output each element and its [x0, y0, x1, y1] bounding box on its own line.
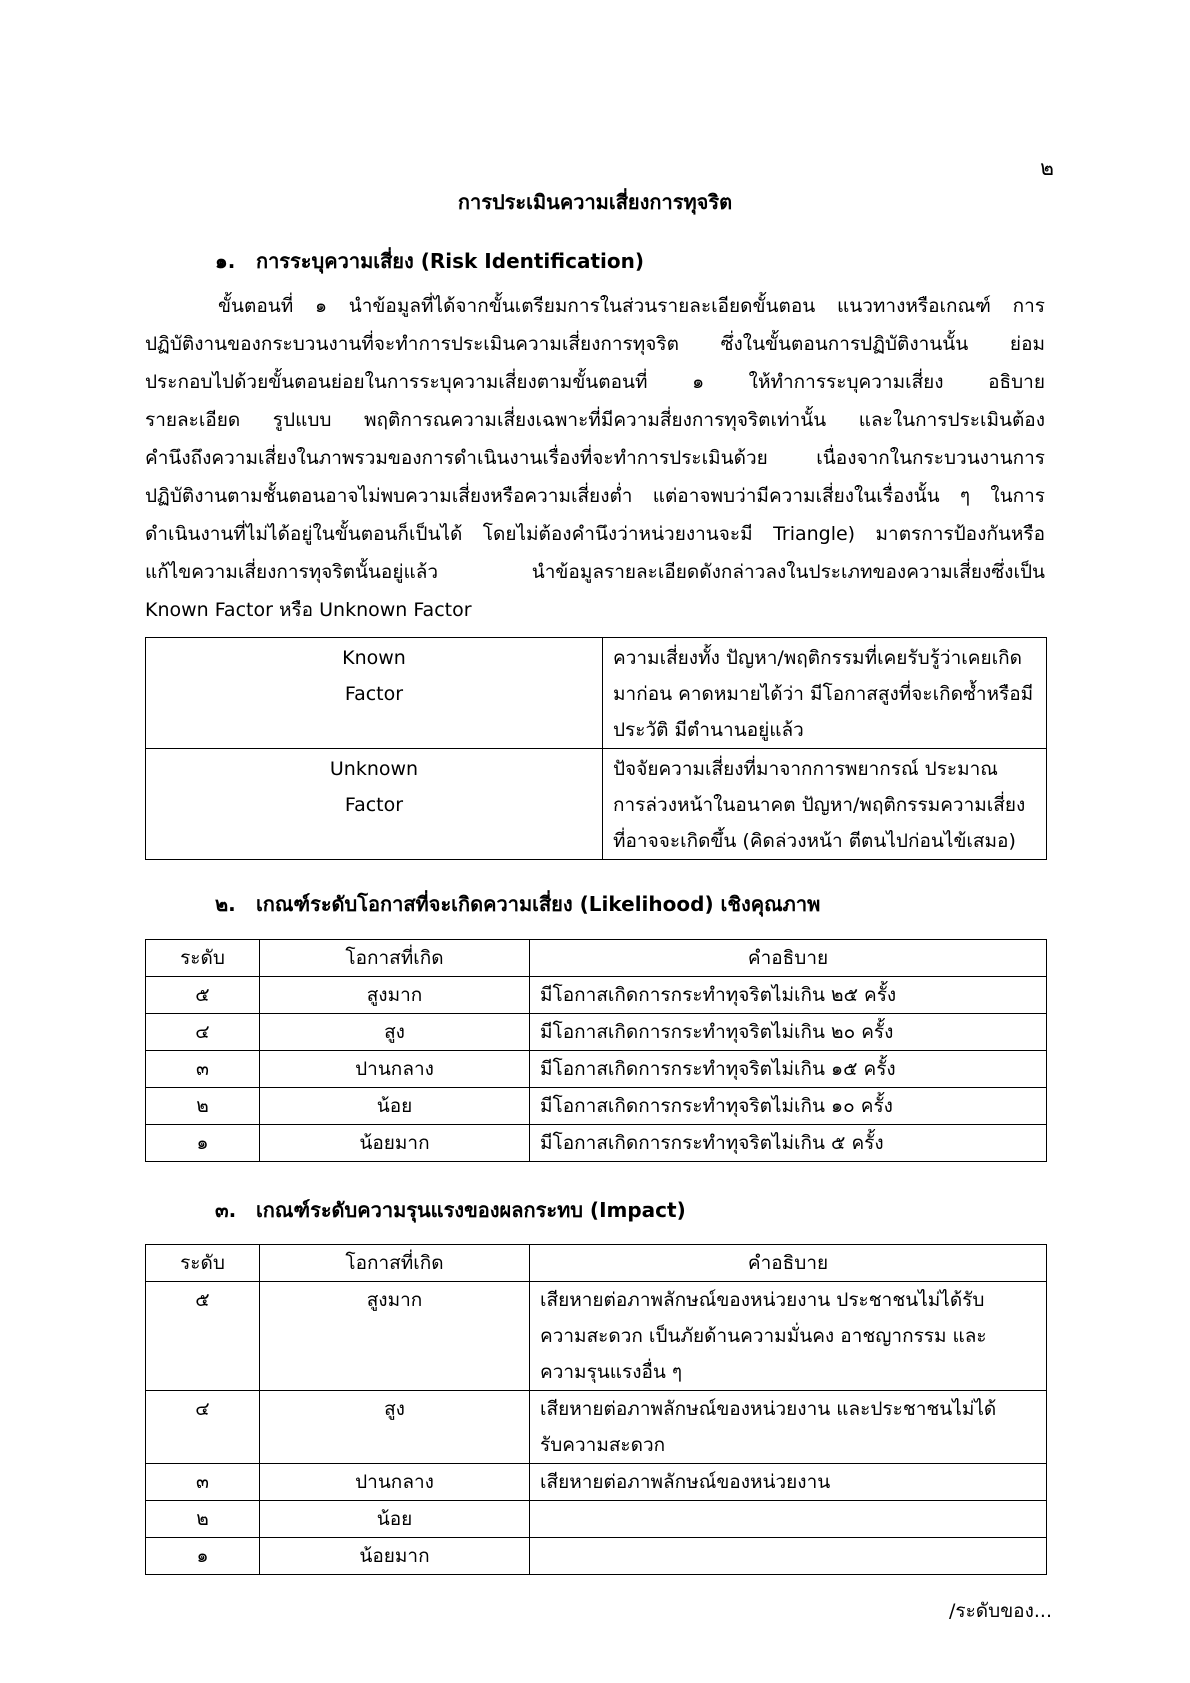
table-row: [146, 1282, 1047, 1391]
factor-desc-cell: [603, 749, 1047, 860]
level-cell: ๑: [146, 1538, 260, 1575]
description-line: เสียหายต่อภาพลักษณ์ของหน่วยงาน และประชาชนไม่ได้: [540, 1398, 997, 1420]
section-2-heading: [215, 888, 820, 920]
factor-desc-line: การล่วงหน้าในอนาคต ปัญหา/พฤติกรรมความเสี่ยง: [613, 794, 1026, 816]
level-cell: ๕: [146, 1282, 260, 1391]
table-row: [146, 749, 1047, 860]
paragraph-line: ขั้นตอนที่ ๑ นำข้อมูลที่ได้จากขั้นเตรียมการในส่วนรายละเอียดขั้นตอน แนวทางหรือเกณฑ์ การ: [218, 295, 1045, 317]
table-row: [146, 1088, 1047, 1125]
section-1-paragraph: [145, 287, 1045, 629]
factor-desc-line: ที่อาจจะเกิดขึ้น (คิดล่วงหน้า ตีตนไปก่อนไข้เสมอ): [613, 830, 1016, 852]
level-cell: ๓: [146, 1464, 260, 1501]
chance-cell: สูงมาก: [260, 1282, 530, 1391]
factor-desc-line: มาก่อน คาดหมายได้ว่า มีโอกาสสูงที่จะเกิดซ้ำหรือมี: [613, 683, 1034, 705]
description-cell: [530, 1501, 1047, 1538]
level-cell: ๒: [146, 1088, 260, 1125]
column-header-level: ระดับ: [146, 1245, 260, 1282]
chance-cell: น้อยมาก: [260, 1538, 530, 1575]
paragraph-line: คำนึงถึงความเสี่ยงในภาพรวมของการดำเนินงานเรื่องที่จะทำการประเมินด้วย เนื่องจากในกระบวนงานการ: [145, 447, 1045, 469]
factor-name-line: Unknown: [329, 758, 419, 780]
section-3-heading: [215, 1194, 686, 1226]
level-cell: ๓: [146, 1051, 260, 1088]
table-row: [146, 1391, 1047, 1464]
description-cell: [530, 1464, 1047, 1501]
factor-name-line: Factor: [344, 683, 404, 705]
level-cell: ๕: [146, 977, 260, 1014]
chance-cell: ปานกลาง: [260, 1464, 530, 1501]
factor-name-line: Factor: [344, 794, 404, 816]
table-row: [146, 1501, 1047, 1538]
description-cell: มีโอกาสเกิดการกระทำทุจริตไม่เกิน ๕ ครั้ง: [530, 1125, 1047, 1162]
description-cell: [530, 1282, 1047, 1391]
chance-cell: สูง: [260, 1014, 530, 1051]
level-cell: ๔: [146, 1014, 260, 1051]
chance-cell: น้อย: [260, 1088, 530, 1125]
column-header-chance: โอกาสที่เกิด: [260, 1245, 530, 1282]
section-1-number: ๑.: [215, 249, 236, 273]
factor-name-cell: [146, 638, 603, 749]
chance-cell: ปานกลาง: [260, 1051, 530, 1088]
section-1-title: การระบุความเสี่ยง (Risk Identification): [255, 249, 644, 273]
level-cell: ๔: [146, 1391, 260, 1464]
factor-table: [145, 637, 1047, 860]
description-cell: [530, 1391, 1047, 1464]
description-line: เสียหายต่อภาพลักษณ์ของหน่วยงาน: [540, 1471, 831, 1493]
description-cell: มีโอกาสเกิดการกระทำทุจริตไม่เกิน ๑๕ ครั้ง: [530, 1051, 1047, 1088]
document-title: การประเมินความเสี่ยงการทุจริต: [457, 190, 733, 214]
description-cell: [530, 1538, 1047, 1575]
description-cell: มีโอกาสเกิดการกระทำทุจริตไม่เกิน ๑๐ ครั้ง: [530, 1088, 1047, 1125]
factor-name-cell: [146, 749, 603, 860]
description-cell: มีโอกาสเกิดการกระทำทุจริตไม่เกิน ๒๐ ครั้ง: [530, 1014, 1047, 1051]
paragraph-line: รายละเอียด รูปแบบ พฤติการณความเสี่ยงเฉพาะที่มีความสี่ยงการทุจริตเท่านั้น และในการประเมินต้อง: [145, 409, 1045, 431]
table-header-row: [146, 1245, 1047, 1282]
table-row: [146, 1125, 1047, 1162]
column-header-description: คำอธิบาย: [530, 940, 1047, 977]
table-row: [146, 1464, 1047, 1501]
table-row: [146, 638, 1047, 749]
table-row: [146, 1014, 1047, 1051]
chance-cell: น้อยมาก: [260, 1125, 530, 1162]
chance-cell: สูง: [260, 1391, 530, 1464]
level-cell: ๒: [146, 1501, 260, 1538]
description-line: ความรุนแรงอื่น ๆ: [540, 1361, 683, 1383]
factor-desc-cell: [603, 638, 1047, 749]
description-line: ความสะดวก เป็นภัยด้านความมั่นคง อาชญากรรม และ: [540, 1325, 987, 1347]
table-header-row: [146, 940, 1047, 977]
paragraph-line: Known Factor หรือ Unknown Factor: [145, 599, 472, 621]
section-3-number: ๓.: [215, 1198, 237, 1222]
chance-cell: สูงมาก: [260, 977, 530, 1014]
factor-desc-line: ความเสี่ยงทั้ง ปัญหา/พฤติกรรมที่เคยรับรู้ว่าเคยเกิด: [613, 647, 1022, 669]
chance-cell: น้อย: [260, 1501, 530, 1538]
table-row: [146, 1538, 1047, 1575]
section-2-title: เกณฑ์ระดับโอกาสที่จะเกิดความเสี่ยง (Likelihood) เชิงคุณภาพ: [255, 892, 821, 916]
page-number: ๒: [1040, 156, 1054, 180]
section-3-title: เกณฑ์ระดับความรุนแรงของผลกระทบ (Impact): [255, 1198, 686, 1222]
paragraph-line: แก้ไขความเสี่ยงการทุจริตนั้นอยู่แล้ว นำข้อมูลรายละเอียดดังกล่าวลงในประเภทของความเสี่ยงซึ่งเป็น: [145, 561, 1045, 583]
factor-desc-line: ประวัติ มีตำนานอยู่แล้ว: [613, 719, 804, 741]
section-2-number: ๒.: [215, 892, 236, 916]
continuation-marker: /ระดับของ...: [948, 1600, 1052, 1622]
description-cell: มีโอกาสเกิดการกระทำทุจริตไม่เกิน ๒๕ ครั้ง: [530, 977, 1047, 1014]
column-header-description: คำอธิบาย: [530, 1245, 1047, 1282]
paragraph-line: ปฏิบัติงานตามชั้นตอนอาจไม่พบความเสี่ยงหรือความเสี่ยงต่ำ แต่อาจพบว่ามีความเสี่ยงในเรื่องนั้น ๆ ในการ: [145, 485, 1045, 507]
factor-name-line: Known: [342, 647, 406, 669]
likelihood-table: [145, 939, 1047, 1162]
paragraph-line: ประกอบไปด้วยขั้นตอนย่อยในการระบุความเสี่ยงตามขั้นตอนที่ ๑ ให้ทำการระบุความเสี่ยง อธิบาย: [145, 371, 1045, 393]
impact-table: [145, 1244, 1047, 1575]
paragraph-line: ดำเนินงานที่ไม่ได้อยู่ในขั้นตอนก็เป็นได้ โดยไม่ต้องคำนึงว่าหน่วยงานจะมี Triangle) มาตรการป้องกันหรือ: [145, 523, 1045, 545]
column-header-level: ระดับ: [146, 940, 260, 977]
description-line: รับความสะดวก: [540, 1434, 666, 1456]
factor-desc-line: ปัจจัยความเสี่ยงที่มาจากการพยากรณ์ ประมาณ: [613, 758, 998, 780]
table-row: [146, 1051, 1047, 1088]
table-row: [146, 977, 1047, 1014]
column-header-chance: โอกาสที่เกิด: [260, 940, 530, 977]
section-1-heading: [215, 245, 644, 277]
description-line: เสียหายต่อภาพลักษณ์ของหน่วยงาน ประชาชนไม่ได้รับ: [540, 1289, 985, 1311]
paragraph-line: ปฏิบัติงานของกระบวนงานที่จะทำการประเมินความเสี่ยงการทุจริต ซึ่งในขั้นตอนการปฏิบัติงานนั้น ย่อม: [145, 333, 1045, 355]
level-cell: ๑: [146, 1125, 260, 1162]
